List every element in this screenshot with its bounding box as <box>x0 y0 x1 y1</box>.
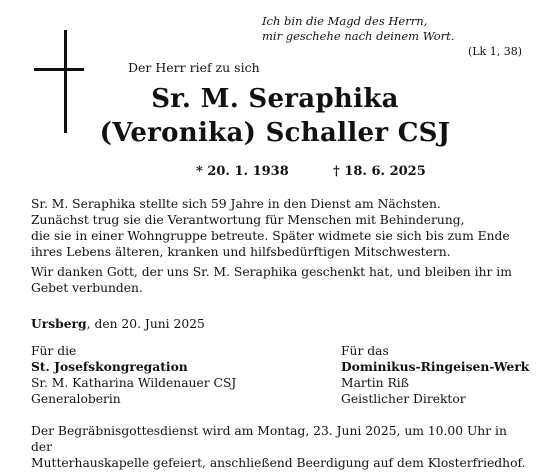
paragraph-line: Gebet verbunden. <box>31 281 143 295</box>
paragraph-line: Mutterhauskapelle gefeiert, anschließend Beerdigung auf dem Klosterfriedhof. <box>31 456 526 470</box>
birth-date: * 20. 1. 1938 <box>196 164 289 179</box>
signatory-role: Generaloberin <box>31 392 121 406</box>
intro-text: Der Herr rief zu sich <box>128 60 260 75</box>
deceased-birth-name: (Veronika) Schaller CSJ <box>99 118 451 148</box>
signatory-role: Geistlicher Direktor <box>341 392 466 406</box>
death-date: † 18. 6. 2025 <box>333 164 426 179</box>
quote-line-1: Ich bin die Magd des Herrn, <box>262 14 428 28</box>
bible-quote <box>262 14 522 59</box>
place-date-line <box>31 316 205 331</box>
signatory-organization: Dominikus-Ringeisen-Werk <box>341 359 530 374</box>
quote-line-2: mir geschehe nach deinem Wort. <box>262 29 455 43</box>
signatory-person: Sr. M. Katharina Wildenauer CSJ <box>31 376 237 390</box>
paragraph-line: Zunächst trug sie die Verantwortung für Menschen mit Behinderung, <box>31 213 465 227</box>
date-text: , den 20. Juni 2025 <box>86 317 205 331</box>
signatory-organization: St. Josefskongregation <box>31 359 188 374</box>
paragraph-line: die sie in einer Wohngruppe betreute. Später widmete sie sich bis zum Ende <box>31 229 510 243</box>
signatory-for: Für das <box>341 344 389 358</box>
paragraph-funeral <box>31 423 531 471</box>
quote-reference: (Lk 1, 38) <box>467 45 522 58</box>
paragraph-line: Der Begräbnisgottesdienst wird am Montag, 23. Juni 2025, um 10.00 Uhr in der <box>31 424 507 454</box>
paragraph-line: Sr. M. Seraphika stellte sich 59 Jahre in den Dienst am Nächsten. <box>31 197 441 211</box>
signatory-right <box>341 343 529 407</box>
place-name: Ursberg <box>31 316 87 331</box>
paragraph-service <box>31 196 531 260</box>
signatory-left <box>31 343 236 407</box>
paragraph-line: ihres Lebens älteren, kranken und hilfsbedürftigen Mitschwestern. <box>31 245 451 259</box>
signatory-for: Für die <box>31 344 77 358</box>
paragraph-line: Wir danken Gott, der uns Sr. M. Seraphika geschenkt hat, und bleiben ihr im <box>31 265 512 279</box>
deceased-name: Sr. M. Seraphika <box>151 84 399 114</box>
paragraph-thanks <box>31 264 531 296</box>
signatory-person: Martin Riß <box>341 376 409 390</box>
cross-icon-horizontal <box>34 68 84 71</box>
